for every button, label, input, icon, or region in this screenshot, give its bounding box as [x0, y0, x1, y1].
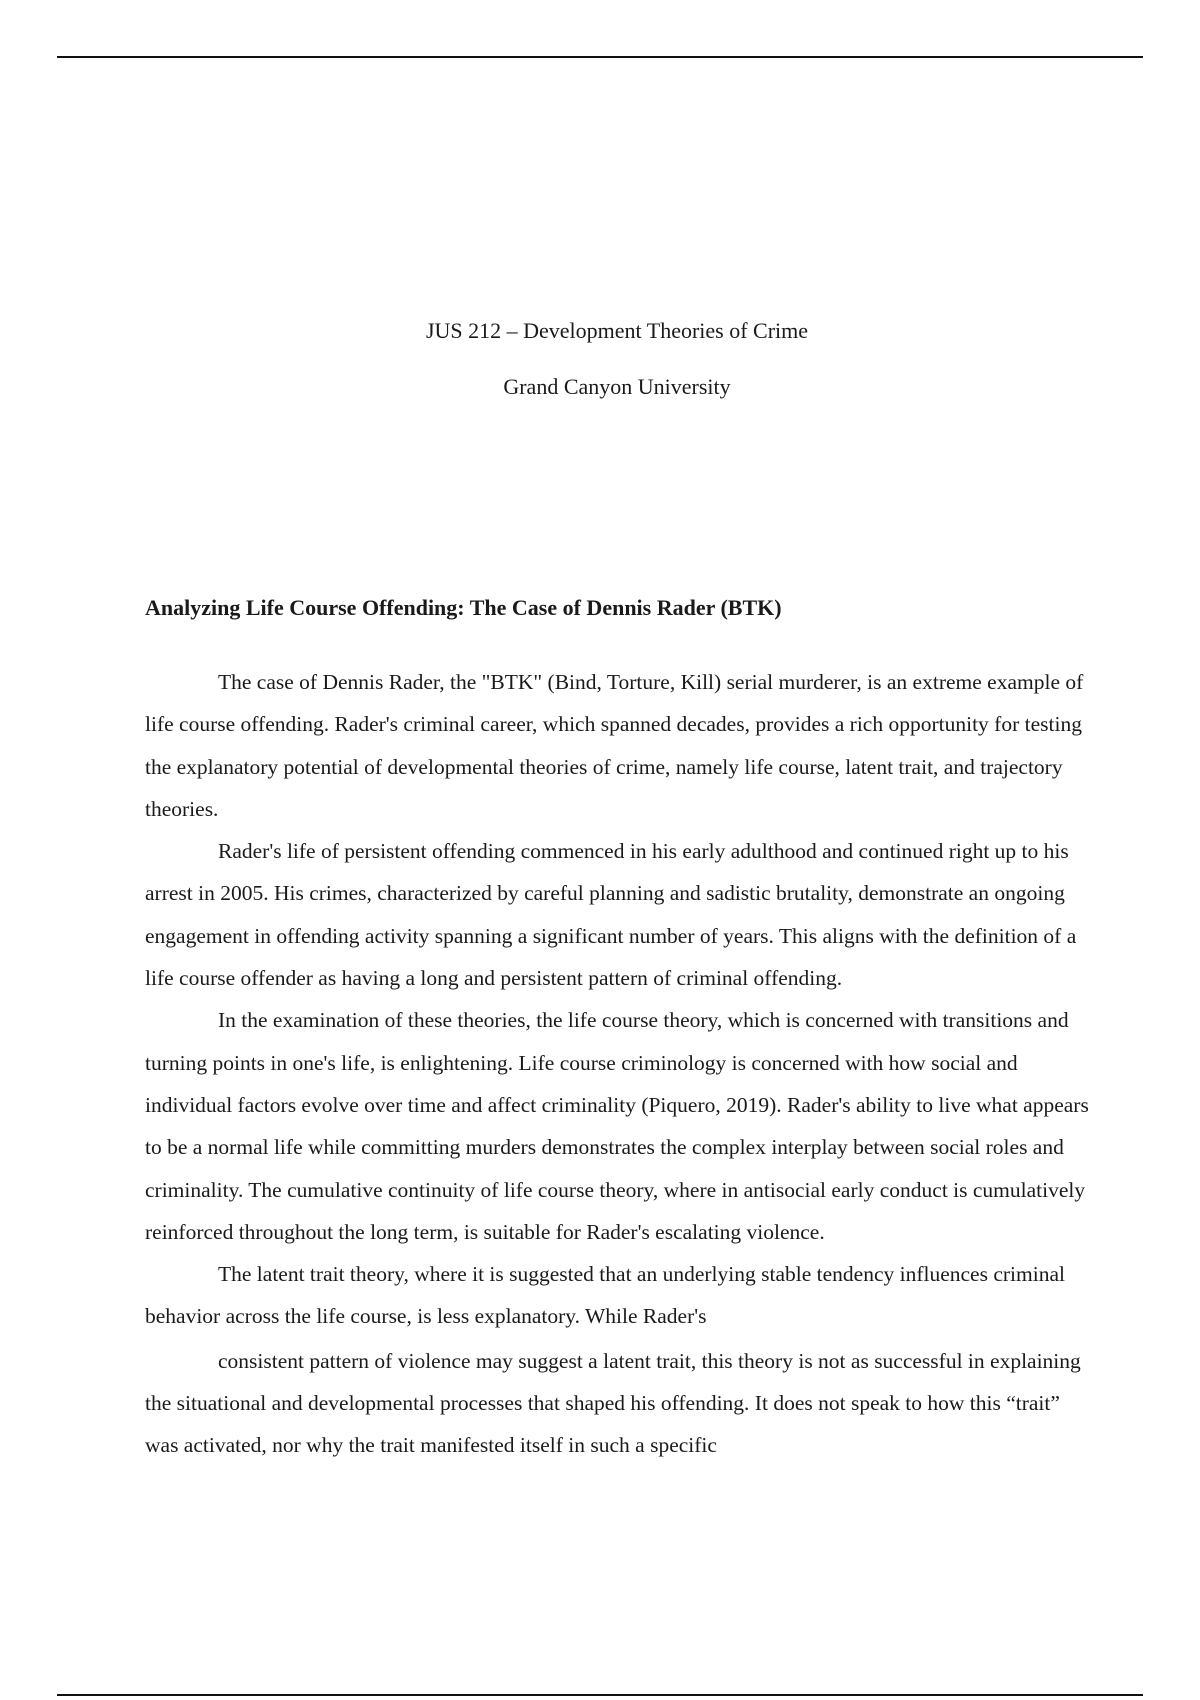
document-body	[145, 661, 1090, 1467]
footer-rule	[57, 1694, 1143, 1696]
paragraph-persistent-offending: Rader's life of persistent offending commenced in his early adulthood and continued right up to his arrest in 2005. His crimes, characterized by careful planning and sadistic brutality, demonstrate an ongoing engagement in offending activity spanning a significant number of years. This aligns with the definition of a life course offender as having a long and persistent pattern of criminal offending.	[145, 839, 1077, 991]
course-title: JUS 212 – Development Theories of Crime	[425, 318, 809, 343]
university-name: Grand Canyon University	[503, 374, 731, 399]
paragraph-life-course-theory: In the examination of these theories, the life course theory, which is concerned with transitions and turning points in one's life, is enlightening. Life course criminology is concerned with how social and individual factors evolve over time and affect criminality (Piquero, 2019). Rader's ability to live what appears to be a normal life while committing murders demonstrates the complex interplay between social roles and criminality. The cumulative continuity of life course theory, where in antisocial early conduct is cumulatively reinforced throughout the long term, is suitable for Rader's escalating violence.	[145, 1008, 1089, 1244]
paragraph-latent-trait-continued: consistent pattern of violence may suggest a latent trait, this theory is not as successful in explaining the situational and developmental processes that shaped his offending. It does not speak to how this “trait” was activated, nor why the trait manifested itself in such a specific	[145, 1348, 1081, 1458]
paragraph-intro: The case of Dennis Rader, the "BTK" (Bind, Torture, Kill) serial murderer, is an extreme example of life course offending. Rader's criminal career, which spanned decades, provides a rich opportunity for testing the explanatory potential of developmental theories of crime, namely life course, latent trait, and trajectory theories.	[145, 670, 1084, 821]
header-rule	[57, 56, 1143, 58]
document-heading: Analyzing Life Course Offending: The Case of Dennis Rader (BTK)	[145, 595, 782, 620]
cover-block	[0, 317, 1200, 401]
paragraph-latent-trait-theory: The latent trait theory, where it is suggested that an underlying stable tendency influences criminal behavior across the life course, is less explanatory. While Rader's	[145, 1262, 1065, 1329]
